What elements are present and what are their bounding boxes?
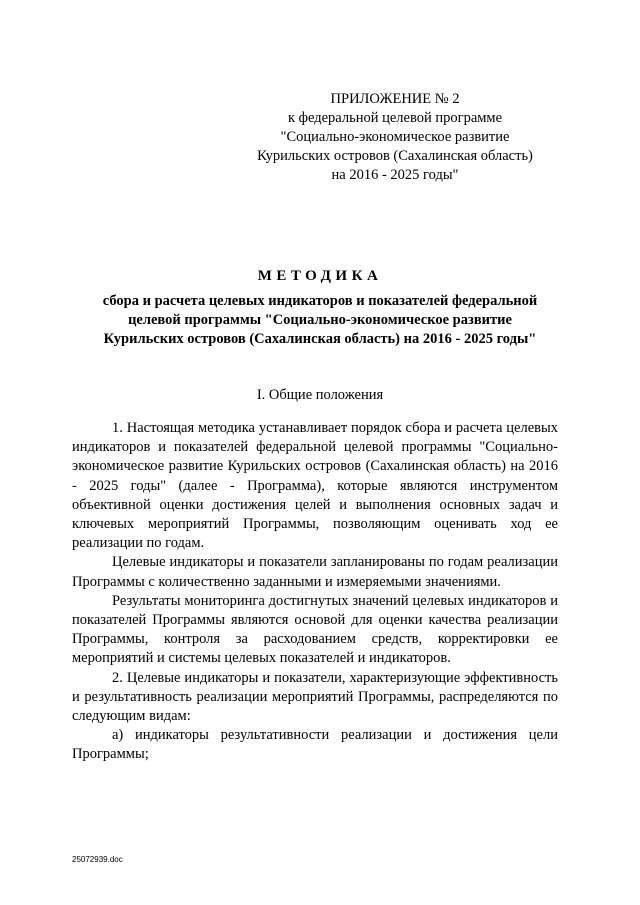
document-subtitle [60, 292, 580, 349]
paragraph: Результаты мониторинга достигнутых значений целевых индикаторов и показателей Программы являются основой для оценки качества реализации Программы, контроля за расходованием средств, корректировки ее мероприятий и системы целевых показателей и индикаторов. [72, 592, 558, 667]
paragraph: Целевые индикаторы и показатели запланированы по годам реализации Программы с количественно заданными и измеряемыми значениями. [72, 554, 558, 590]
subtitle-line: Курильских островов (Сахалинская область) на 2016 - 2025 годы" [103, 331, 537, 347]
paragraph: 2. Целевые индикаторы и показатели, характеризующие эффективность и результативность реализации мероприятий Программы, распределяются по следующим видам: [72, 669, 558, 725]
file-name-footer: 25072939.doc [72, 855, 123, 864]
appendix-number: ПРИЛОЖЕНИЕ № 2 [330, 91, 460, 107]
appendix-reference-line: "Социально-экономическое развитие [280, 129, 510, 145]
subtitle-line: сбора и расчета целевых индикаторов и показателей федеральной [102, 293, 538, 309]
section-heading: I. Общие положения [256, 387, 384, 403]
paragraph: а) индикаторы результативности реализации и достижения цели Программы; [72, 727, 558, 763]
appendix-reference-line: Курильских островов (Сахалинская область) [257, 148, 533, 164]
document-title: МЕТОДИКА [257, 268, 383, 284]
document-body [72, 419, 558, 765]
subtitle-line: целевой программы "Социально-экономическое развитие [128, 312, 512, 328]
appendix-reference-line: на 2016 - 2025 годы" [331, 167, 459, 183]
appendix-header [230, 90, 560, 185]
paragraph: 1. Настоящая методика устанавливает порядок сбора и расчета целевых индикаторов и показателей федеральной целевой программы "Социально-экономическое развитие Курильских островов (Сахалинская область) на 2016 - 2025 годы" (далее - Программа), которые являются инструментом объективной оценки достижения целей и выполнения основных задач и ключевых мероприятий Программы, позволяющим оценивать ход ее реализации по годам. [72, 420, 558, 552]
appendix-reference-line: к федеральной целевой программе [287, 110, 503, 126]
